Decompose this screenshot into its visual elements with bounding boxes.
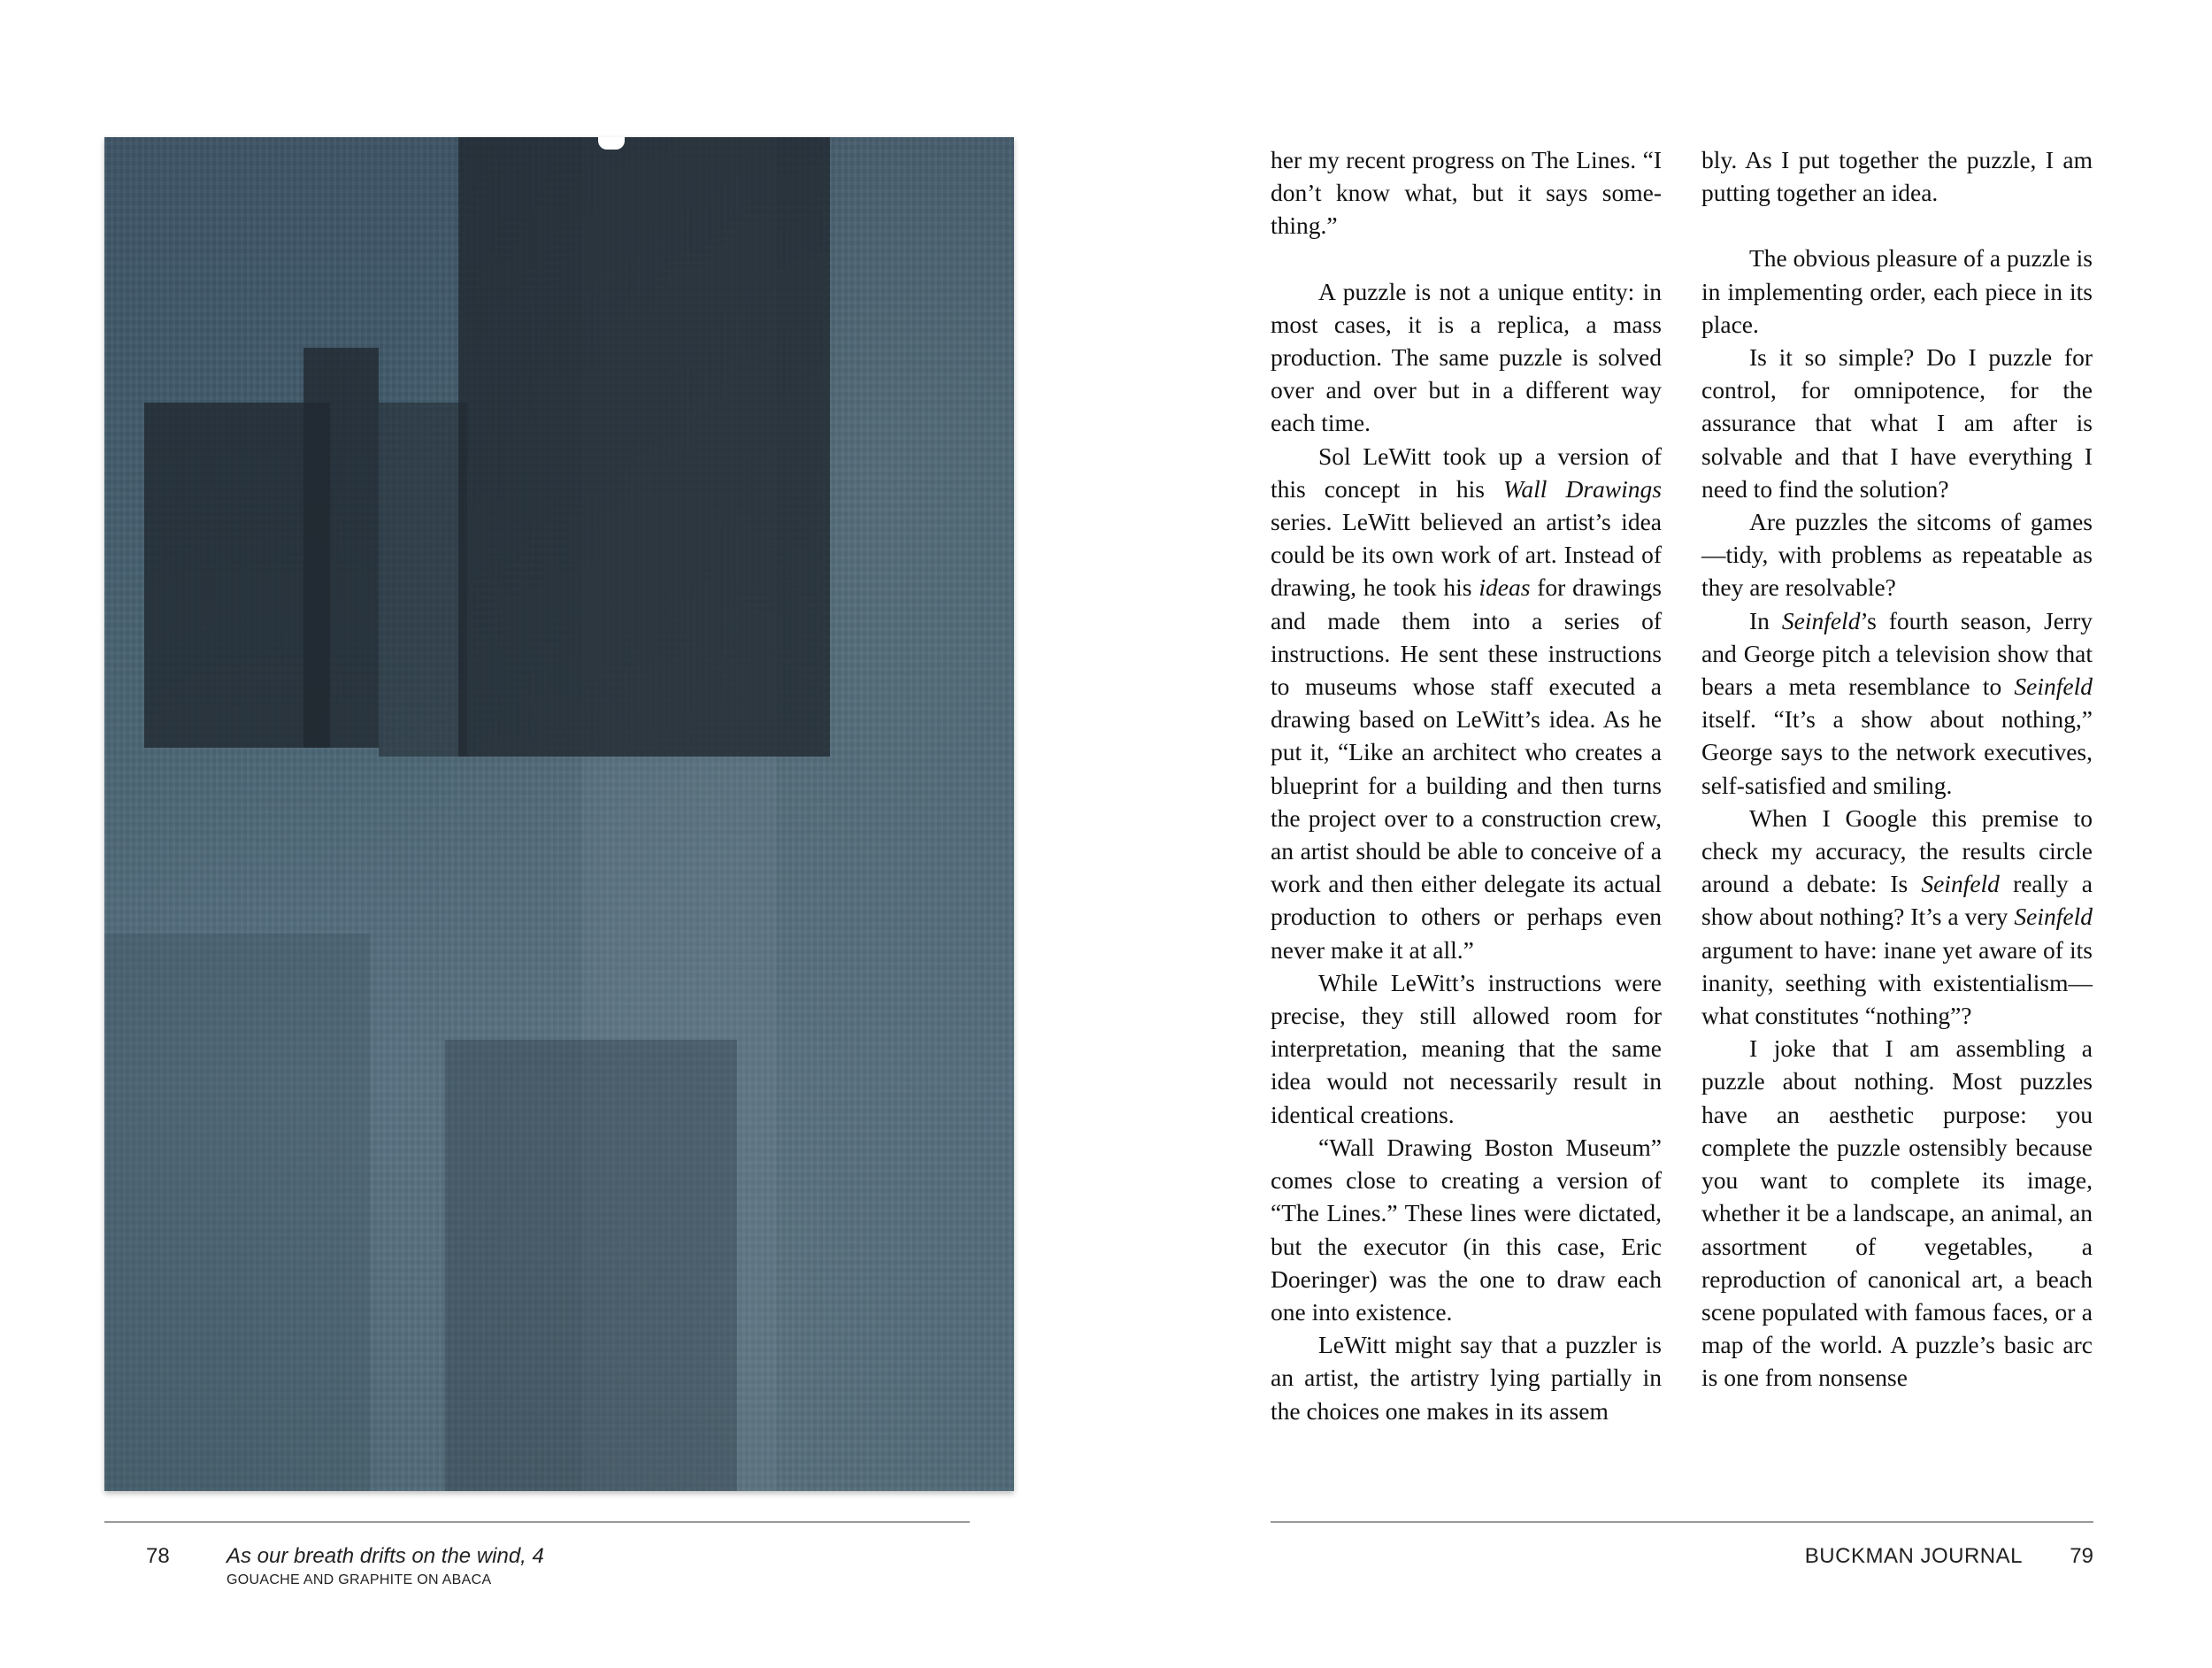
paragraph: While LeWitt’s instructions were precise, they still allowed room for interpretation, meaning that the same idea would not necessarily result in identical creations. xyxy=(1271,968,1662,1128)
text-column-1 xyxy=(1271,143,1662,1427)
paragraph: Sol LeWitt took up a version of this concept in his Wall Drawings series. LeWitt believed an artist’s idea could be its own work of art. Instead of drawing, he took his ideas for drawings and made them into a series of instructions. He sent these instructions to museums whose staff executed a drawing based on LeWitt’s idea. As he put it, “Like an architect who creates a blueprint for a building and then turns the project over to a construction crew, an artist should be able to conceive of a work and then either delegate its actual production to others or perhaps even never make it at all.” xyxy=(1271,442,1662,964)
artwork-dark-block-step xyxy=(303,348,379,748)
artwork-dark-block-mid xyxy=(379,403,467,757)
italic-title: Seinfeld xyxy=(2014,673,2093,701)
artwork-torn-edge xyxy=(598,137,625,150)
artwork-image xyxy=(104,137,1014,1491)
italic-title: Seinfeld xyxy=(2014,903,2093,931)
italic-title: Seinfeld xyxy=(1921,870,2000,898)
paragraph: bly. As I put together the puzzle, I am putting together an idea. xyxy=(1701,146,2093,207)
right-footer-rule xyxy=(1271,1521,2093,1523)
artwork-dark-block-left xyxy=(144,403,330,748)
italic-word: ideas xyxy=(1479,573,1531,602)
paragraph: her my recent progress on The Lines. “I don’t know what, but it says something.” xyxy=(1271,146,1662,240)
paragraph: LeWitt might say that a puzzler is an artist, the artistry lying partially in the choices one makes in its assem xyxy=(1271,1331,1662,1425)
left-page-number: 78 xyxy=(146,1544,170,1568)
caption-title: As our breath drifts on the wind, 4 xyxy=(227,1544,544,1568)
italic-title: Seinfeld xyxy=(1781,606,1861,634)
artwork-dark-block-center xyxy=(458,137,830,757)
left-footer-rule xyxy=(104,1521,970,1523)
journal-name: BUCKMAN JOURNAL xyxy=(1804,1544,2023,1568)
artwork-lower-left-tone xyxy=(104,934,370,1491)
text-column-2 xyxy=(1701,143,2093,1395)
paragraph: The obvious pleasure of a puzzle is in implementing order, each piece in its place. xyxy=(1701,244,2093,338)
paragraph: Is it so simple? Do I puzzle for control, for omnipotence, for the assurance that what I am after is solvable and that I have everything I need to find the solution? xyxy=(1701,343,2093,503)
italic-title: Wall Drawings xyxy=(1503,474,1662,503)
paragraph: A puzzle is not a unique entity: in most cases, it is a replica, a mass production. The same puzzle is solved over and over but in a different way each time. xyxy=(1271,277,1662,437)
paragraph: When I Google this premise to check my accuracy, the results circle around a debate: Is Seinfeld really a show about nothing? It’s a very Seinfeld argument to have: inane yet aware of its inanity, seething with existentialism—what constitutes “nothing”? xyxy=(1701,803,2093,1030)
paragraph: Are puzzles the sitcoms of games—tidy, with problems as repeatable as they are resolvable? xyxy=(1701,508,2093,602)
paragraph: “Wall Drawing Boston Museum” comes close to creating a version of “The Lines.” These lines were dictated, but the executor (in this case, Eric Doeringer) was the one to draw each one into existence. xyxy=(1271,1133,1662,1326)
paragraph: I joke that I am assembling a puzzle about nothing. Most puzzles have an aesthetic purpose: you complete the puzzle ostensibly because you want to complete its image, whether it be a landscape, an animal, an assortment of vegetables, a reproduction of canonical art, a beach scene populated with famous faces, or a map of the world. A puzzle’s basic arc is one from nonsense xyxy=(1701,1034,2093,1392)
artwork-lower-block xyxy=(445,1040,737,1491)
right-page-number: 79 xyxy=(2070,1544,2093,1568)
caption-medium: GOUACHE AND GRAPHITE ON ABACA xyxy=(227,1572,492,1587)
paragraph: In Seinfeld’s fourth season, Jerry and George pitch a television show that bears a meta resemblance to Seinfeld itself. “It’s a show about nothing,” George says to the network executives, self-satisfied and smiling. xyxy=(1701,606,2093,799)
